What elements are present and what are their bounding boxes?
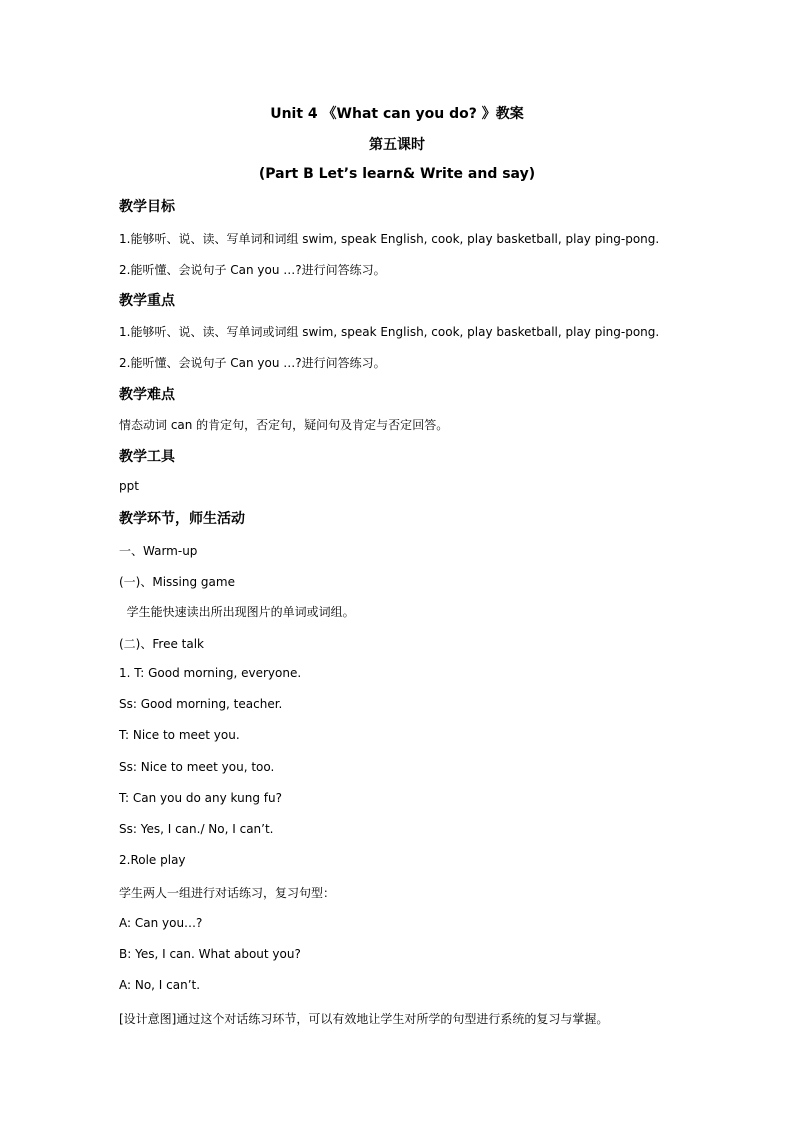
document-title: Unit 4 《What can you do? 》教案 — [270, 106, 524, 122]
objective-item: 1.能够听、说、读、写单词和词组 swim, speak English, cook, play basketball, play ping-pong. — [119, 232, 660, 246]
lesson-part: (Part B Let’s learn& Write and say) — [258, 166, 536, 182]
activity-line: A: Can you…? — [119, 916, 203, 930]
activity-line: 1. T: Good morning, everyone. — [119, 666, 302, 680]
objectives-heading: 教学目标 — [119, 199, 175, 215]
activity-line: Ss: Nice to meet you, too. — [119, 760, 275, 774]
activity-line: [设计意图]通过这个对话练习环节，可以有效地让学生对所学的句型进行系统的复习与掌握。 — [119, 1012, 609, 1026]
activity-line: T: Nice to meet you. — [119, 728, 240, 742]
objective-item: 2.能听懂、会说句子 Can you …?进行问答练习。 — [119, 263, 386, 277]
activity-line: T: Can you do any kung fu? — [119, 791, 282, 805]
key-points-heading: 教学重点 — [119, 293, 175, 309]
difficulties-text: 情态动词 can 的肯定句，否定句，疑问句及肯定与否定回答。 — [119, 418, 449, 432]
activity-line: (一)、Missing game — [119, 575, 235, 589]
tools-heading: 教学工具 — [119, 449, 175, 465]
activity-line: 学生能快速读出所出现图片的单词或词组。 — [119, 605, 355, 619]
activity-line: 一、Warm-up — [119, 544, 198, 558]
lesson-number: 第五课时 — [369, 137, 425, 153]
activity-line: B: Yes, I can. What about you? — [119, 947, 301, 961]
activity-line: (二)、Free talk — [119, 637, 204, 651]
activity-line: Ss: Good morning, teacher. — [119, 697, 283, 711]
key-point-item: 2.能听懂、会说句子 Can you …?进行问答练习。 — [119, 356, 386, 370]
difficulties-heading: 教学难点 — [119, 387, 175, 403]
activity-line: 2.Role play — [119, 853, 186, 867]
tools-text: ppt — [119, 479, 139, 493]
activities-heading: 教学环节，师生活动 — [119, 511, 245, 527]
activity-line: 学生两人一组进行对话练习，复习句型： — [119, 886, 336, 900]
activity-line: A: No, I can’t. — [119, 978, 201, 992]
key-point-item: 1.能够听、说、读、写单词或词组 swim, speak English, cook, play basketball, play ping-pong. — [119, 325, 660, 339]
activity-line: Ss: Yes, I can./ No, I can’t. — [119, 822, 274, 836]
